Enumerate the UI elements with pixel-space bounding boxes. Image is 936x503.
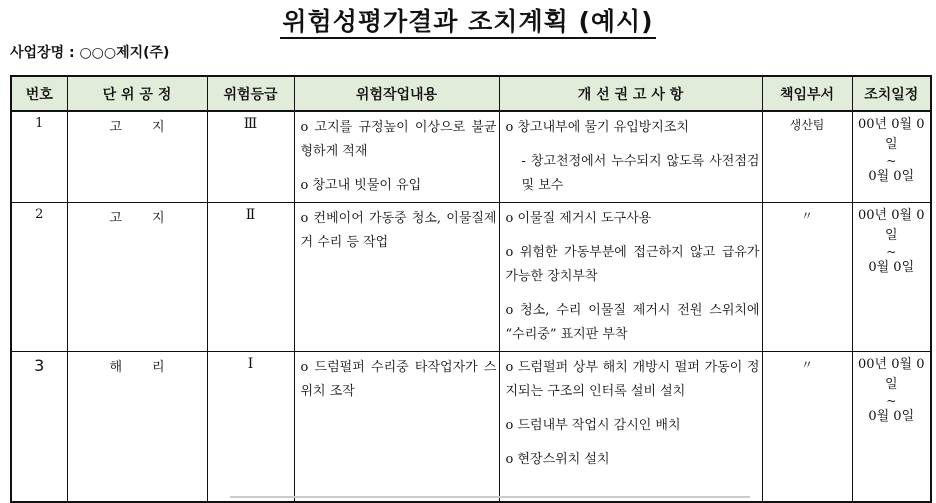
schedule-tilde: ~ [886,394,897,408]
schedule-tilde: ~ [886,245,897,259]
action-plan-table [10,75,932,503]
header-no: 번호 [11,76,67,111]
row-hazards [294,203,499,352]
hazard-item: o 창고내 빗물이 유입 [300,178,422,193]
header-grade: 위험등급 [207,76,294,111]
hazard-item: o 드럼펄퍼 수리중 타작업자가 스위치 조작 [300,360,497,399]
row-department: 〃 [762,203,852,352]
row-hazards [294,352,499,502]
recommendation-item: o 위험한 가동부분에 접근하지 않고 급유가 가능한 장치부착 [505,245,760,284]
row-department: 생산팀 [762,111,852,203]
row-recommendations [499,203,762,352]
row-department: 〃 [762,352,852,502]
row-recommendations [499,352,762,502]
header-row [11,76,931,111]
row-number: 2 [11,203,67,352]
row-number: 3 [11,352,67,502]
row-process: 고지 [67,203,207,352]
schedule-end: 0월 0일 [868,260,915,275]
schedule-start: 00년 0월 0일 [858,117,925,152]
row-schedule [852,352,931,502]
row-grade: Ⅱ [207,203,294,352]
schedule-start: 00년 0월 0일 [858,208,925,243]
row-recommendations [499,111,762,203]
row-schedule [852,203,931,352]
recommendation-subitem: - 창고천정에서 누수되지 않도록 사전점검 및 보수 [521,154,760,193]
row-schedule [852,111,931,203]
footer-divider [230,496,750,498]
recommendation-item: o 창고내부에 물기 유입방지조치 [505,120,689,135]
hazard-item: o 컨베이어 가동중 청소, 이물질제거 수리 등 작업 [300,211,497,250]
schedule-tilde: ~ [886,154,897,168]
schedule-end: 0월 0일 [868,169,915,184]
document-title: 위험성평가결과 조치계획 (예시) [0,2,936,38]
schedule-start: 00년 0월 0일 [858,357,925,392]
header-process: 단 위 공 정 [67,76,207,111]
header-recommendation: 개 선 권 고 사 항 [499,76,762,111]
row-process: 고지 [67,111,207,203]
recommendation-item: o 드럼내부 작업시 감시인 배치 [505,418,681,433]
schedule-end: 0월 0일 [868,409,915,424]
recommendation-item: o 청소, 수리 이물질 제거시 전원 스위치에 “수리중” 표지판 부착 [505,303,760,342]
row-grade: Ⅰ [207,352,294,502]
row-number: 1 [11,111,67,203]
header-department: 책임부서 [762,76,852,111]
header-schedule: 조치일정 [852,76,931,111]
header-hazard: 위험작업내용 [294,76,499,111]
table-row [11,203,931,352]
row-hazards [294,111,499,203]
company-name: 사업장명 : ○○○제지(주) [10,45,170,61]
row-process: 해리 [67,352,207,502]
row-grade: Ⅲ [207,111,294,203]
hazard-item: o 고지를 규정높이 이상으로 불균형하게 적재 [300,120,497,159]
recommendation-item: o 현장스위치 설치 [505,452,610,467]
recommendation-item: o 이물질 제거시 도구사용 [505,211,652,226]
recommendation-item: o 드럼펄퍼 상부 해치 개방시 펄퍼 가동이 정지되는 구조의 인터록 설비 설치 [505,360,760,399]
table-row [11,111,931,203]
table-row [11,352,931,502]
